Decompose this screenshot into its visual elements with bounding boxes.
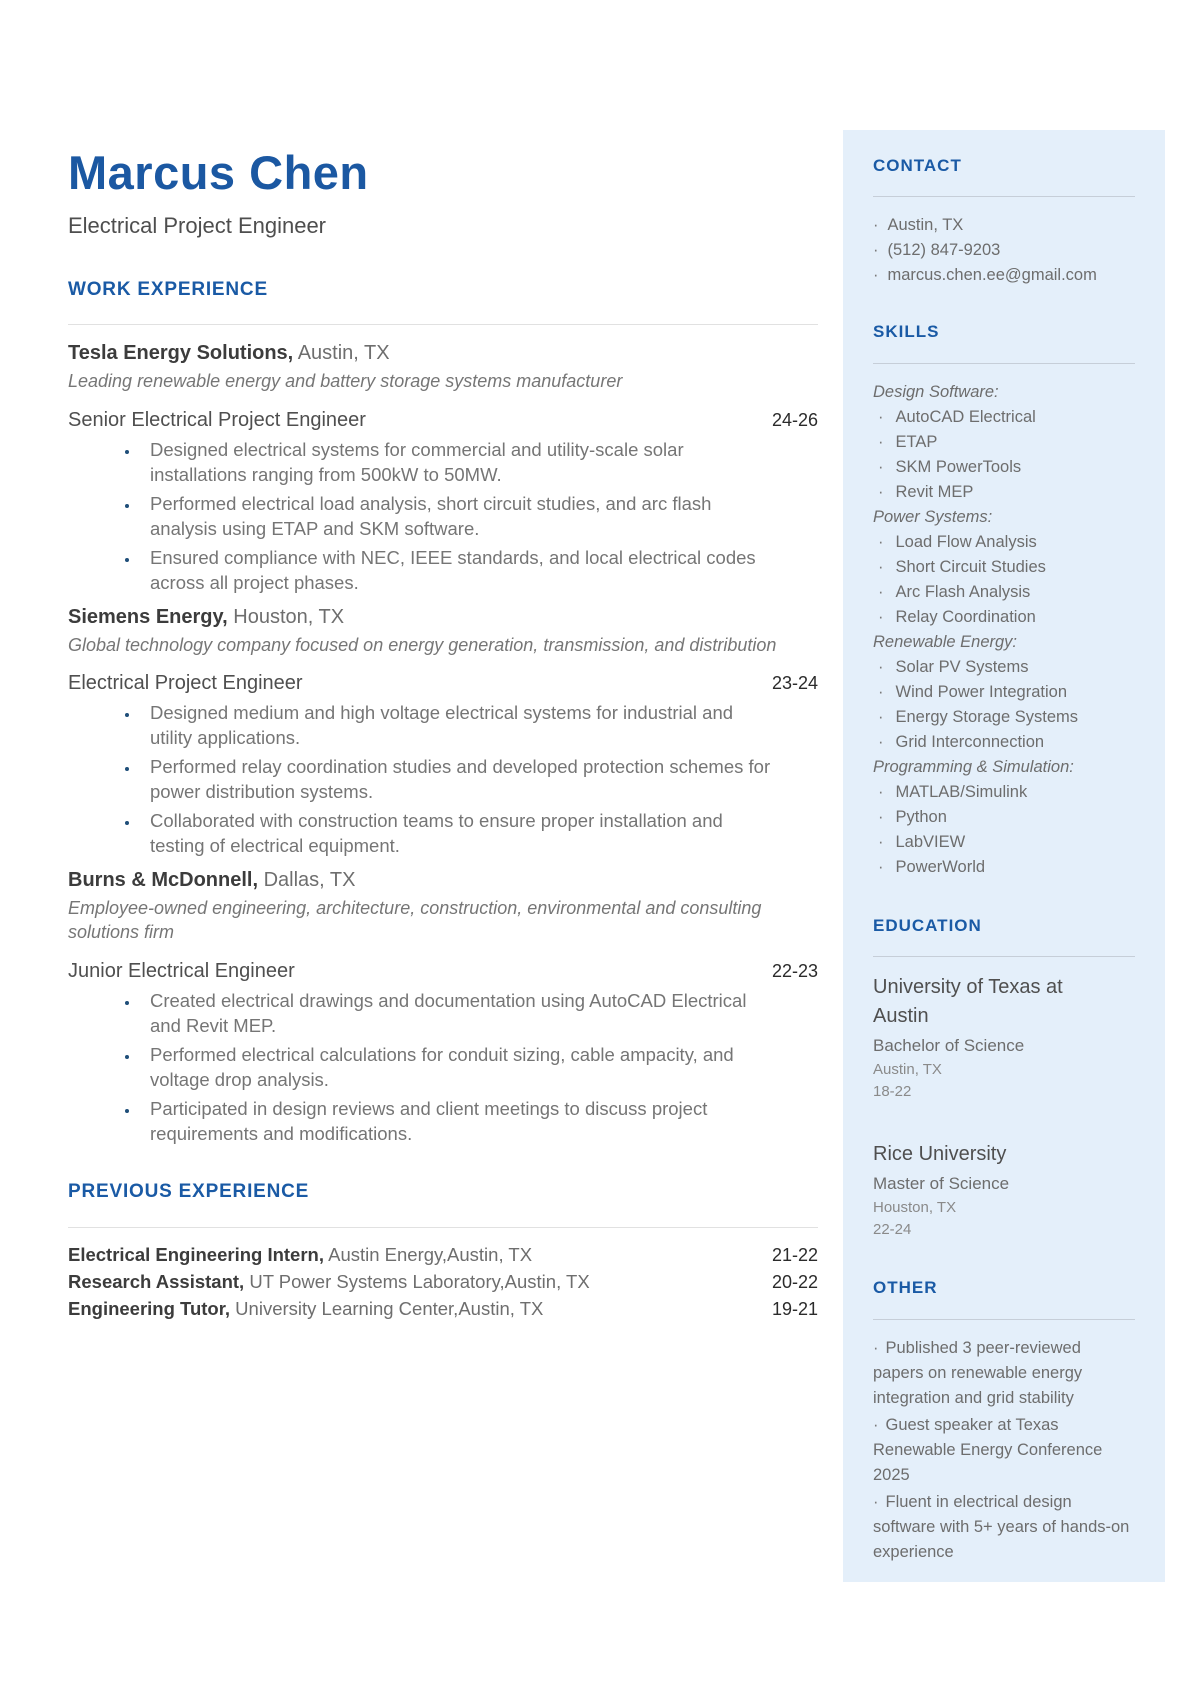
person-name: Marcus Chen	[68, 146, 369, 199]
previous-org: University Learning Center,Austin, TX	[230, 1297, 544, 1319]
contact-email: · marcus.chen.ee@gmail.com	[873, 263, 1135, 288]
education-list	[873, 973, 1135, 1240]
company-name: Siemens Energy,	[68, 605, 228, 628]
other-item: · Guest speaker at Texas Renewable Energy Conference 2025	[873, 1413, 1135, 1488]
skill-category: Renewable Energy:	[873, 632, 1018, 651]
skill-item: · Solar PV Systems	[878, 655, 1135, 680]
contact-list	[873, 213, 1135, 288]
school-name: University of Texas at Austin	[873, 976, 1063, 1028]
skills-heading: SKILLS	[873, 322, 940, 342]
company-name: Burns & McDonnell,	[68, 869, 259, 891]
skill-item: · Grid Interconnection	[878, 730, 1135, 755]
previous-role: Engineering Tutor,	[68, 1297, 231, 1319]
previous-experience-list	[68, 1242, 818, 1323]
job-bullet: • Designed medium and high voltage electrical systems for industrial and utility applications.	[140, 701, 780, 751]
skill-item: · Load Flow Analysis	[878, 530, 1135, 555]
sidebar-divider	[873, 1319, 1135, 1320]
previous-role-org	[68, 1269, 590, 1296]
company-line	[68, 867, 818, 893]
previous-role: Electrical Engineering Intern,	[68, 1243, 324, 1265]
other-item: · Published 3 peer-reviewed papers on renewable energy integration and grid stability	[873, 1336, 1135, 1411]
school-location: Austin, TX	[873, 1060, 942, 1078]
skill-item: · AutoCAD Electrical	[878, 405, 1135, 430]
previous-experience-heading: PREVIOUS EXPERIENCE	[68, 1180, 310, 1202]
previous-dates: 20-22	[771, 1271, 818, 1292]
company-description: Leading renewable energy and battery storage systems manufacturer	[68, 371, 623, 392]
previous-org: UT Power Systems Laboratory,Austin, TX	[244, 1270, 590, 1292]
sidebar-divider	[873, 956, 1135, 957]
skill-item: · Energy Storage Systems	[878, 705, 1135, 730]
skill-item: · Short Circuit Studies	[878, 555, 1135, 580]
other-heading: OTHER	[873, 1278, 938, 1298]
school-dates: 22-24	[873, 1220, 912, 1238]
previous-experience-row	[68, 1296, 818, 1323]
job-dates: 22-23	[771, 960, 818, 981]
previous-org: Austin Energy,Austin, TX	[323, 1243, 533, 1265]
school-dates: 18-22	[873, 1082, 912, 1100]
skill-item: · ETAP	[878, 430, 1135, 455]
school-degree: Master of Science	[873, 1174, 1010, 1194]
job-bullet-list	[68, 989, 818, 1147]
school-name: Rice University	[873, 1143, 1007, 1166]
previous-dates: 21-22	[771, 1244, 818, 1265]
skill-item: · PowerWorld	[878, 855, 1135, 880]
school-degree: Bachelor of Science	[873, 1036, 1025, 1056]
contact-phone: · (512) 847-9203	[873, 238, 1135, 263]
job-bullet: • Created electrical drawings and documentation using AutoCAD Electrical and Revit MEP.	[140, 989, 780, 1039]
sidebar	[843, 130, 1165, 1582]
contact-location: · Austin, TX	[873, 213, 1135, 238]
skills-list	[873, 380, 1135, 880]
skill-item: · Relay Coordination	[878, 605, 1135, 630]
job-bullet-list	[68, 438, 818, 596]
skill-item: · Wind Power Integration	[878, 680, 1135, 705]
education-entry	[873, 973, 1135, 1102]
section-divider	[68, 1227, 818, 1228]
skill-item: · MATLAB/Simulink	[878, 780, 1135, 805]
other-list	[873, 1336, 1135, 1565]
job-dates: 23-24	[771, 673, 818, 694]
previous-experience-row	[68, 1242, 818, 1269]
contact-heading: CONTACT	[873, 156, 962, 175]
job-bullet: • Ensured compliance with NEC, IEEE standards, and local electrical codes across all project phases.	[140, 546, 780, 596]
skill-item: · LabVIEW	[878, 830, 1135, 855]
section-divider	[68, 324, 818, 325]
person-title: Electrical Project Engineer	[68, 213, 327, 239]
job-title: Senior Electrical Project Engineer	[68, 408, 366, 431]
company-description: Employee-owned engineering, architecture, construction, environmental and consulting solutions firm	[68, 898, 762, 943]
previous-experience-row	[68, 1269, 818, 1296]
previous-role-org	[68, 1242, 532, 1269]
previous-role-org	[68, 1296, 543, 1323]
company-line	[68, 340, 818, 366]
job-bullet: • Participated in design reviews and client meetings to discuss project requirements and modifications.	[140, 1097, 780, 1147]
sidebar-divider	[873, 196, 1135, 197]
job-bullet: • Collaborated with construction teams to ensure proper installation and testing of electrical equipment.	[140, 809, 780, 859]
sidebar-divider	[873, 363, 1135, 364]
job-bullet: • Performed relay coordination studies and developed protection schemes for power distribution systems.	[140, 755, 780, 805]
company-line	[68, 604, 818, 630]
work-experience-heading: WORK EXPERIENCE	[68, 278, 268, 300]
job-title: Junior Electrical Engineer	[68, 959, 295, 982]
skill-category: Programming & Simulation:	[873, 757, 1074, 776]
skill-category: Design Software:	[873, 382, 999, 401]
skill-item: · Arc Flash Analysis	[878, 580, 1135, 605]
job-title: Electrical Project Engineer	[68, 672, 303, 695]
job-bullet: • Designed electrical systems for commercial and utility-scale solar installations ranging from 500kW to 50MW.	[140, 438, 780, 488]
role-row	[68, 407, 818, 433]
school-location: Houston, TX	[873, 1198, 957, 1216]
main-column	[68, 0, 818, 1323]
company-location: Dallas, TX	[258, 869, 356, 891]
company-description: Global technology company focused on energy generation, transmission, and distribution	[68, 634, 777, 655]
role-row	[68, 958, 818, 984]
skill-item: · SKM PowerTools	[878, 455, 1135, 480]
previous-role: Research Assistant,	[68, 1270, 245, 1292]
company-name: Tesla Energy Solutions,	[68, 342, 294, 365]
role-row	[68, 670, 818, 696]
job-bullet-list	[68, 701, 818, 859]
education-heading: EDUCATION	[873, 915, 982, 935]
job-dates: 24-26	[771, 409, 818, 430]
skill-item: · Python	[878, 805, 1135, 830]
job-bullet: • Performed electrical calculations for conduit sizing, cable ampacity, and voltage drop analysis.	[140, 1043, 780, 1093]
skill-item: · Revit MEP	[878, 480, 1135, 505]
company-location: Houston, TX	[227, 605, 345, 628]
job-bullet: • Performed electrical load analysis, short circuit studies, and arc flash analysis using ETAP and SKM software.	[140, 492, 780, 542]
education-entry	[873, 1140, 1135, 1240]
other-item: · Fluent in electrical design software with 5+ years of hands-on experience	[873, 1490, 1135, 1565]
skill-category: Power Systems:	[873, 507, 993, 526]
company-location: Austin, TX	[293, 342, 390, 365]
previous-dates: 19-21	[771, 1298, 818, 1319]
